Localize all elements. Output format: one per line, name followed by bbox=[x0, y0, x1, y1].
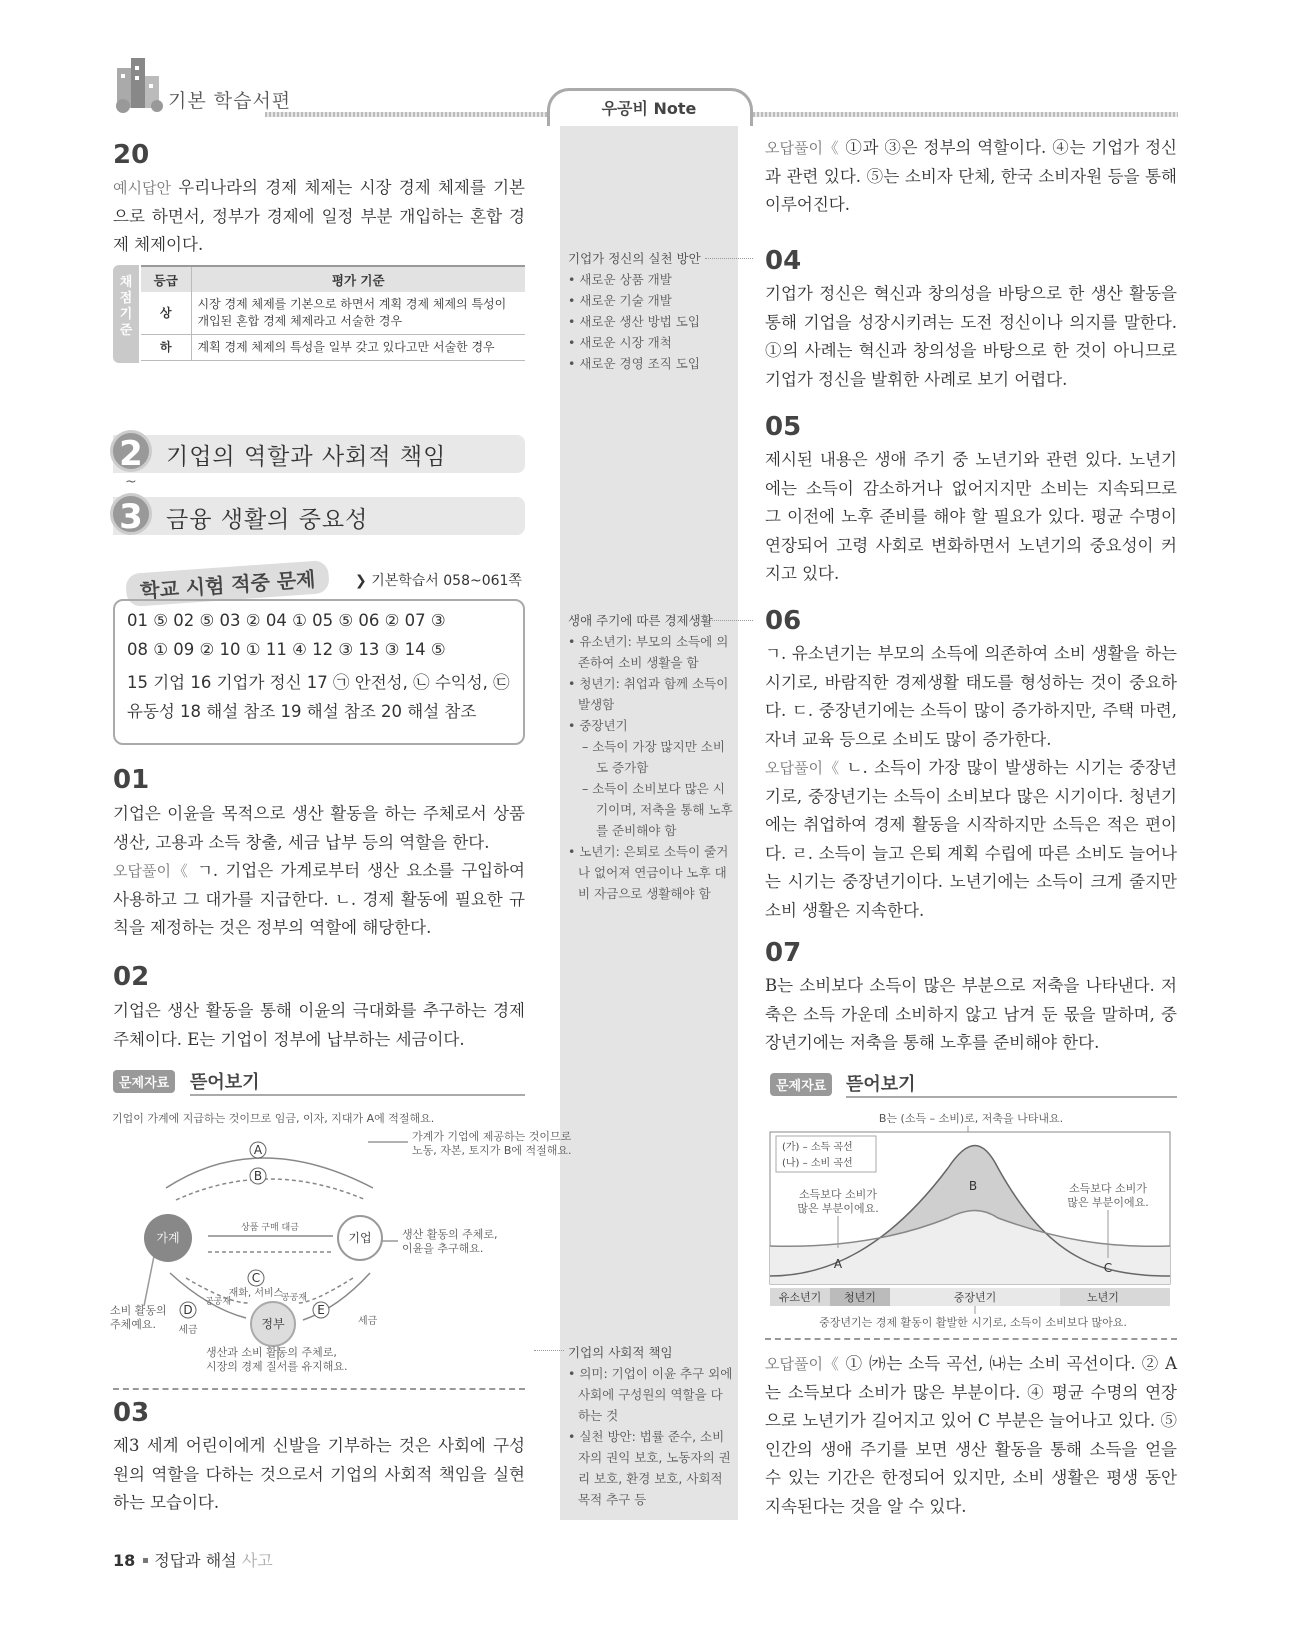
note-item: • 새로운 시장 개척 bbox=[568, 335, 672, 350]
note-subitem: – 소득이 가장 많지만 소비도 증가함 bbox=[582, 739, 725, 775]
data-title-02: 뜯어보기 bbox=[190, 1072, 260, 1093]
criteria-cell: 시장 경제 체제를 기본으로 하면서 계획 경제 체제의 특성이 개입된 혼합 경제 체제라고 서술한 경우 bbox=[191, 292, 525, 335]
flow-c-label: 재화, 서비스 bbox=[228, 1288, 284, 1299]
explanation-07: B는 소비보다 소득이 많은 부분으로 저축을 나타낸다. 저축은 소득 가운데 소비하지 않고 남겨 둔 몫을 말하며, 중장년기에는 저축을 통해 노후를 준비해야 한다. bbox=[765, 976, 1177, 1052]
gov-note-line: 시장의 경제 질서를 유지해요. bbox=[206, 1360, 348, 1373]
section-tilde: ~ bbox=[125, 474, 137, 490]
wrong-answer-07 bbox=[765, 1350, 1177, 1521]
explanation-05: 제시된 내용은 생애 주기 중 노년기와 관련 있다. 노년기에는 소득이 감소하거나 없어지지만 소비는 지속되므로 그 이전에 노후 준비를 해야 할 필요가 있다. 평균 수명이 연장되어 고령 사회로 변화하면서 노년기의 중요성이 커지고 있다. bbox=[765, 450, 1177, 583]
wrong-answer-06-text: ㄴ. 소득이 가장 많이 발생하는 시기는 중장년기로, 중장년기는 소득이 소비보다 많은 시기이다. 청년기에는 취업하여 경제 활동을 시작하지만 소득은 적은 편이다. ㄹ. 소득이 늘고 은퇴 계획 수립에 따른 소비도 늘어나는 시기는 중장년기이다. 노년기에는 소득이 크게 줄지만 소비 생활은 지속한다. bbox=[765, 758, 1177, 920]
wrong-answer-label: 오답풀이 bbox=[765, 139, 823, 157]
answers-line: 15 기업 16 기업가 정신 17 ㉠ 안전성, ㉡ 수익성, ㉢ bbox=[127, 673, 510, 692]
question-number-03: 03 bbox=[113, 1398, 150, 1428]
note-social-responsibility bbox=[568, 1342, 734, 1510]
answers-line: 08 ① 09 ② 10 ① 11 ④ 12 ③ 13 ③ 14 ⑤ bbox=[127, 640, 446, 659]
stage-label: 중장년기 bbox=[953, 1291, 997, 1304]
note-b-line: 노동, 자본, 토지가 B에 적절해요. bbox=[412, 1144, 572, 1157]
label-b: B bbox=[253, 1169, 263, 1183]
grading-criteria bbox=[141, 265, 525, 361]
household-note-line: 소비 활동의 bbox=[110, 1304, 167, 1317]
criteria-header: 평가 기준 bbox=[191, 266, 525, 292]
diagram-caption-top: 기업이 가계에 지급하는 것이므로 임금, 이자, 지대가 A에 적절해요. bbox=[112, 1112, 435, 1125]
answers-line: 유동성 18 해설 참조 19 해설 참조 20 해설 참조 bbox=[127, 702, 477, 721]
question-number-05: 05 bbox=[765, 412, 802, 442]
flow-goods-label: 상품 구매 대금 bbox=[241, 1223, 299, 1233]
label-d: D bbox=[183, 1303, 193, 1317]
chevron-icon: 《 bbox=[170, 862, 190, 880]
household-label: 가계 bbox=[156, 1231, 180, 1245]
divider bbox=[765, 1338, 1177, 1340]
stage-label: 청년기 bbox=[844, 1291, 876, 1304]
explanation-04: 기업가 정신은 혁신과 창의성을 바탕으로 한 생산 활동을 통해 기업을 성장시키려는 도전 정신이나 의지를 말한다. ①의 사례는 혁신과 창의성을 바탕으로 한 것이 아니므로 기업가 정신을 발휘한 사례로 보기 어렵다. bbox=[765, 284, 1177, 389]
chart-note-left: 많은 부분이에요. bbox=[797, 1202, 879, 1215]
note-connector bbox=[705, 620, 753, 621]
page-number: 18 bbox=[113, 1551, 136, 1570]
public-goods-right: 공공재 bbox=[280, 1293, 308, 1303]
explanation-01-text: 기업은 이윤을 목적으로 생산 활동을 하는 주체로서 상품 생산, 고용과 소득 창출, 세금 납부 등의 역할을 한다. bbox=[113, 804, 525, 852]
wrong-answer-label: 오답풀이 bbox=[765, 1355, 823, 1373]
note-item: • 의미: 기업이 이윤 추구 외에 사회에 구성원의 역할을 다하는 것 bbox=[568, 1366, 733, 1423]
criteria-cell: 계획 경제 체제의 특성을 일부 갖고 있다고만 서술한 경우 bbox=[191, 335, 525, 361]
grade-cell: 하 bbox=[141, 335, 191, 361]
wrong-answer-label: 오답풀이 bbox=[765, 759, 823, 777]
answer-20-text: 우리나라의 경제 체제는 시장 경제 체제를 기본으로 하면서, 정부가 경제에 일정 부분 개입하는 혼합 경제 체제이다. bbox=[113, 178, 525, 254]
data-label-07: 문제자료 bbox=[770, 1073, 832, 1096]
grade-cell: 상 bbox=[141, 292, 191, 335]
chevron-icon: 《 bbox=[822, 1355, 840, 1373]
explanation-06 bbox=[765, 640, 1177, 925]
flow-arrow-b bbox=[176, 1179, 366, 1200]
firm-note-line: 이윤을 추구해요. bbox=[402, 1242, 484, 1255]
note-item: • 새로운 상품 개발 bbox=[568, 272, 672, 287]
chart-note-right: 소득보다 소비가 bbox=[1069, 1182, 1147, 1195]
stage-label: 유소년기 bbox=[778, 1291, 822, 1304]
note-item: • 청년기: 취업과 함께 소득이 발생함 bbox=[568, 676, 729, 712]
legend-consumption: (나) – 소비 곡선 bbox=[782, 1158, 853, 1169]
note-title-social: 기업의 사회적 책임 bbox=[568, 1345, 673, 1360]
note-entrepreneur bbox=[568, 248, 734, 374]
chart-caption-top: B는 (소득 – 소비)로, 저축을 나타내요. bbox=[878, 1112, 1064, 1125]
stage-label: 노년기 bbox=[1087, 1291, 1119, 1304]
answers-reference-text: 기본학습서 058~061쪽 bbox=[371, 573, 522, 589]
data-label-02: 문제자료 bbox=[113, 1070, 175, 1093]
firm-label: 기업 bbox=[348, 1231, 372, 1245]
chart-note-right: 많은 부분이에요. bbox=[1067, 1196, 1149, 1209]
note-item: • 유소년기: 부모의 소득에 의존하여 소비 생활을 함 bbox=[568, 634, 729, 670]
chevron-right-icon: ❯ bbox=[355, 573, 372, 589]
grading-side-label bbox=[113, 265, 139, 363]
household-node bbox=[144, 1214, 192, 1262]
note-item: • 새로운 기술 개발 bbox=[568, 293, 672, 308]
label-a: A bbox=[253, 1143, 263, 1157]
header-title: 기본 학습서편 bbox=[168, 90, 292, 112]
tax-e-label: 세금 bbox=[358, 1316, 378, 1327]
wrong-answer-07-text: ① ㈎는 소득 곡선, ㈏는 소비 곡선이다. ② A는 소득보다 소비가 많은 부분이다. ④ 평균 수명의 연장으로 노년기가 길어지고 있어 C 부분은 늘어나고 있다. ⑤ 인간의 생애 주기를 보면 생산 활동을 통해 소득을 얻을 수 있는 기간은 한정되어 있지만, 소비 생활은 평생 동안 지속된다는 것을 알 수 있다. bbox=[765, 1354, 1177, 1516]
government-node bbox=[251, 1302, 295, 1346]
footer-watermark: 사고 bbox=[241, 1551, 273, 1570]
answer-20 bbox=[113, 174, 525, 260]
note-item: • 새로운 경영 조직 도입 bbox=[568, 356, 700, 371]
flow-arrow-a bbox=[166, 1158, 373, 1188]
section-number-2: 2 bbox=[110, 430, 152, 472]
household-note-leader bbox=[144, 1256, 154, 1306]
question-number-02: 02 bbox=[113, 962, 150, 992]
grade-header: 등급 bbox=[141, 266, 191, 292]
chevron-icon: 《 bbox=[822, 759, 841, 777]
question-number-20: 20 bbox=[113, 140, 150, 170]
table-row bbox=[141, 335, 525, 361]
note-item: • 새로운 생산 방법 도입 bbox=[568, 314, 700, 329]
area-a-label: A bbox=[833, 1257, 843, 1271]
note-item: • 실천 방안: 법률 준수, 소비자의 권익 보호, 노동자의 권리 보호, 환경 보호, 사회적 목적 추구 등 bbox=[568, 1429, 731, 1507]
gov-note-line: 생산과 소비 활동의 주체로, bbox=[206, 1346, 337, 1359]
section-title-3: 금융 생활의 중요성 bbox=[166, 507, 369, 533]
answers-reference bbox=[355, 570, 522, 590]
answers-line: 01 ⑤ 02 ⑤ 03 ② 04 ① 05 ⑤ 06 ② 07 ③ bbox=[127, 611, 446, 630]
answers-tab: 학교 시험 적중 문제 bbox=[125, 560, 330, 607]
explanation-06-text: ㄱ. 유소년기는 부모의 소득에 의존하여 소비 생활을 하는 시기로, 바람직한 경제생활 태도를 형성하는 것이 중요하다. ㄷ. 중장년기에는 소득이 많이 증가하지만, 주택 마련, 자녀 교육 등으로 소비도 많이 증가한다. bbox=[765, 644, 1177, 749]
table-row bbox=[141, 292, 525, 335]
page-footer bbox=[113, 1548, 273, 1571]
public-goods-left: 공공재 bbox=[204, 1297, 232, 1307]
explanation-02: 기업은 생산 활동을 통해 이윤의 극대화를 추구하는 경제 주체이다. E는 기업이 정부에 납부하는 세금이다. bbox=[113, 1001, 525, 1049]
chart-caption-bottom: 중장년기는 경제 활동이 활발한 시기로, 소득이 소비보다 많아요. bbox=[819, 1316, 1127, 1329]
chart-note-left: 소득보다 소비가 bbox=[799, 1188, 877, 1201]
note-item: • 중장년기 bbox=[568, 718, 628, 733]
government-label: 정부 bbox=[261, 1317, 285, 1331]
divider bbox=[113, 1388, 525, 1390]
footer-separator bbox=[143, 1558, 148, 1563]
question-number-01: 01 bbox=[113, 765, 150, 795]
wrong-answer-01-text: ㄱ. 기업은 가계로부터 생산 요소를 구입하여 사용하고 그 대가를 지급한다. ㄴ. 경제 활동에 필요한 규칙을 제정하는 것은 정부의 역할에 해당한다. bbox=[113, 861, 525, 937]
question-number-07: 07 bbox=[765, 938, 802, 968]
question-number-06: 06 bbox=[765, 606, 802, 636]
grading-side-text: 채점기준 bbox=[119, 275, 133, 338]
wrong-answer-label: 오답풀이 bbox=[113, 862, 171, 880]
wrong-answer-03 bbox=[765, 134, 1177, 220]
note-title-lifecycle: 생애 주기에 따른 경제생활 bbox=[568, 613, 713, 628]
note-item: • 노년기: 은퇴로 소득이 줄거나 없어져 연금이나 노후 대비 자금으로 생활해야 함 bbox=[568, 844, 729, 901]
explanation-01 bbox=[113, 800, 525, 943]
note-b-line: 가계가 기업에 제공하는 것이므로 bbox=[412, 1130, 572, 1143]
note-lifecycle bbox=[568, 610, 734, 904]
wrong-answer-03-text: ①과 ③은 정부의 역할이다. ④는 기업가 정신과 관련 있다. ⑤는 소비자 단체, 한국 소비자원 등을 통해 이루어진다. bbox=[765, 138, 1177, 214]
lifecycle-chart bbox=[768, 1108, 1180, 1330]
footer-title: 정답과 해설 bbox=[154, 1551, 237, 1570]
note-connector bbox=[534, 1350, 564, 1351]
note-title-entrepreneur: 기업가 정신의 실천 방안 bbox=[568, 251, 701, 266]
data-title-07: 뜯어보기 bbox=[846, 1074, 916, 1095]
header-rule-right bbox=[753, 112, 1178, 117]
note-subitem: – 소득이 소비보다 많은 시기이며, 저축을 통해 노후를 준비해야 함 bbox=[582, 781, 733, 838]
label-e: E bbox=[317, 1303, 325, 1317]
chevron-icon: 《 bbox=[822, 139, 840, 157]
household-note-line: 주체예요. bbox=[110, 1318, 157, 1331]
question-number-04: 04 bbox=[765, 246, 802, 276]
note-title: 우공비 Note bbox=[601, 99, 697, 118]
firm-note-line: 생산 활동의 주체로, bbox=[402, 1228, 498, 1241]
section-number-3: 3 bbox=[110, 493, 152, 535]
firm-node bbox=[338, 1216, 382, 1260]
legend-income: (가) – 소득 곡선 bbox=[782, 1142, 853, 1153]
section-title-2: 기업의 역할과 사회적 책임 bbox=[166, 444, 447, 470]
area-c-label: C bbox=[1103, 1261, 1113, 1275]
model-answer-label: 예시답안 bbox=[113, 179, 171, 197]
label-c: C bbox=[251, 1271, 261, 1285]
data-title-rule bbox=[846, 1096, 1177, 1098]
economic-flow-diagram bbox=[108, 1108, 572, 1376]
explanation-03: 제3 세계 어린이에게 신발을 기부하는 것은 사회에 구성원의 역할을 다하는 것으로서 기업의 사회적 책임을 실현하는 모습이다. bbox=[113, 1436, 525, 1512]
note-connector bbox=[705, 258, 753, 259]
header-logo-icon bbox=[113, 58, 165, 112]
header-rule-left bbox=[265, 112, 547, 117]
tax-d-label: 세금 bbox=[178, 1325, 198, 1336]
data-title-rule bbox=[190, 1094, 525, 1096]
area-b-label: B bbox=[968, 1179, 978, 1193]
